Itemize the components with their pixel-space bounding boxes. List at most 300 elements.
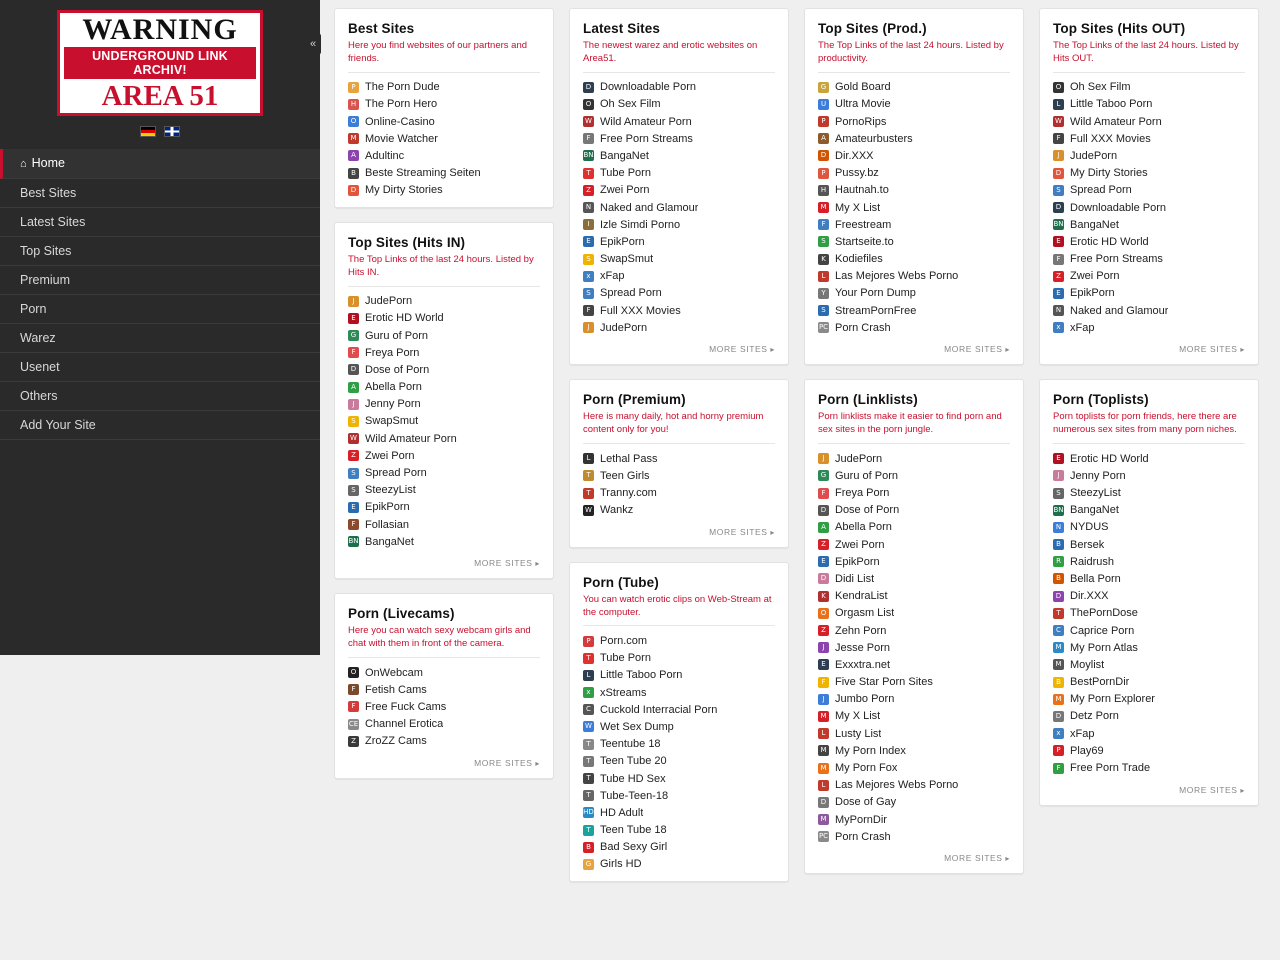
- list-item-label: My Porn Atlas: [1070, 641, 1138, 654]
- list-item[interactable]: [1053, 79, 1245, 96]
- list-item[interactable]: [348, 361, 540, 378]
- list-item[interactable]: [1053, 674, 1245, 691]
- card-title: Top Sites (Hits IN): [348, 234, 466, 250]
- favicon-icon: D: [348, 185, 359, 196]
- list-item[interactable]: [1053, 725, 1245, 742]
- list-item[interactable]: [1053, 536, 1245, 553]
- list-item-label: Pussy.bz: [835, 167, 879, 180]
- list-item[interactable]: [348, 499, 540, 516]
- list-item[interactable]: [583, 650, 775, 667]
- favicon-icon: E: [1053, 288, 1064, 299]
- list-item[interactable]: [1053, 519, 1245, 536]
- list-item-label: Detz Porn: [1070, 710, 1119, 723]
- sidebar-item-label: Top Sites: [20, 244, 72, 258]
- list-item-label: My Porn Index: [835, 744, 906, 757]
- list-item[interactable]: [1053, 199, 1245, 216]
- list-item[interactable]: [583, 839, 775, 856]
- favicon-icon: Z: [818, 539, 829, 550]
- list-item-label: SwapSmut: [600, 253, 654, 266]
- list-item[interactable]: [1053, 639, 1245, 656]
- favicon-icon: F: [1053, 254, 1064, 265]
- list-item[interactable]: [348, 327, 540, 344]
- list-item[interactable]: [583, 147, 775, 164]
- list-item-label: Guru of Porn: [835, 469, 898, 482]
- sidebar-item-top-sites[interactable]: [0, 237, 320, 266]
- list-item-label: HD Adult: [600, 806, 644, 819]
- list-item-label: Wankz: [600, 504, 634, 517]
- list-item[interactable]: [818, 130, 1010, 147]
- list-item[interactable]: [1053, 450, 1245, 467]
- list-item[interactable]: [348, 681, 540, 698]
- chevron-right-icon: ▸: [532, 559, 540, 569]
- list-item[interactable]: [1053, 251, 1245, 268]
- list-item-label: My Dirty Stories: [1070, 167, 1148, 180]
- list-item[interactable]: [583, 285, 775, 302]
- favicon-icon: N: [583, 202, 594, 213]
- list-item[interactable]: [818, 467, 1010, 484]
- list-item[interactable]: [348, 447, 540, 464]
- list-item-label: Hautnah.to: [835, 184, 889, 197]
- favicon-icon: CE: [348, 719, 359, 728]
- list-item[interactable]: [583, 79, 775, 96]
- list-item-label: Beste Streaming Seiten: [365, 167, 481, 180]
- list-item-label: Freestream: [835, 218, 892, 231]
- list-item-label: ThePornDose: [1070, 607, 1138, 620]
- list-item-label: BestPornDir: [1070, 676, 1130, 689]
- list-item[interactable]: [583, 251, 775, 268]
- favicon-icon: J: [348, 296, 359, 307]
- list-item[interactable]: [348, 664, 540, 681]
- favicon-icon: Z: [348, 450, 359, 461]
- site-logo[interactable]: [0, 0, 320, 116]
- flag-de-icon[interactable]: [140, 126, 156, 137]
- flag-gb-icon[interactable]: [164, 126, 180, 137]
- favicon-icon: E: [818, 659, 829, 670]
- card-title: Porn (Linklists): [818, 392, 918, 408]
- sidebar-item-label: Usenet: [20, 360, 60, 374]
- favicon-icon: J: [348, 399, 359, 410]
- list-item[interactable]: [818, 147, 1010, 164]
- card-subtitle: Porn toplists for porn friends, here there are numerous sex sites from many porn niches.: [1053, 411, 1237, 436]
- card-porn-linklists: [804, 379, 1024, 874]
- card-subtitle: The Top Links of the last 24 hours. Listed by productivity.: [818, 40, 1004, 64]
- list-item[interactable]: [583, 199, 775, 216]
- favicon-icon: D: [818, 150, 829, 161]
- link-list: [818, 450, 1010, 845]
- card-porn-toplists: [1039, 379, 1259, 805]
- list-item[interactable]: [818, 588, 1010, 605]
- list-item[interactable]: [818, 484, 1010, 501]
- list-item[interactable]: [1053, 113, 1245, 130]
- list-item-label: Bersek: [1070, 538, 1105, 551]
- list-item-label: Las Mejores Webs Porno: [835, 779, 959, 792]
- favicon-icon: G: [348, 330, 359, 341]
- list-item[interactable]: [818, 605, 1010, 622]
- list-item-label: Free Porn Streams: [1070, 253, 1163, 266]
- list-item[interactable]: [1053, 759, 1245, 776]
- sidebar-item-add-your-site[interactable]: [0, 411, 320, 440]
- list-item-label: Zwei Porn: [1070, 270, 1120, 283]
- favicon-icon: G: [818, 470, 829, 481]
- list-item[interactable]: [818, 251, 1010, 268]
- card-porn-livecams: [334, 593, 554, 779]
- more-sites-link[interactable]: [348, 550, 540, 570]
- more-sites-link[interactable]: [348, 750, 540, 770]
- list-item[interactable]: [1053, 553, 1245, 570]
- list-item-label: Downloadable Porn: [600, 81, 697, 94]
- sidebar-item-label: Home: [31, 156, 65, 170]
- favicon-icon: U: [818, 99, 829, 110]
- card-title: Porn (Livecams): [348, 606, 455, 622]
- sidebar-item-latest-sites[interactable]: [0, 208, 320, 237]
- favicon-icon: O: [818, 608, 829, 619]
- list-item[interactable]: [348, 716, 540, 733]
- list-item-label: Raidrush: [1070, 555, 1115, 568]
- list-item[interactable]: [818, 536, 1010, 553]
- list-item-label: KendraList: [835, 590, 888, 603]
- list-item[interactable]: [818, 216, 1010, 233]
- more-sites-label: MORE SITES: [944, 344, 1003, 355]
- card-porn-tube: [569, 562, 789, 882]
- list-item[interactable]: [348, 413, 540, 430]
- more-sites-link[interactable]: [1053, 336, 1245, 356]
- list-item[interactable]: [348, 79, 540, 96]
- sidebar-item-label: Warez: [20, 331, 56, 345]
- list-item[interactable]: [1053, 285, 1245, 302]
- list-item[interactable]: [1053, 484, 1245, 501]
- list-item-label: Movie Watcher: [365, 132, 438, 145]
- card-subtitle: Here you find websites of our partners and friends.: [348, 40, 528, 64]
- list-item[interactable]: [583, 770, 775, 787]
- list-item[interactable]: [818, 502, 1010, 519]
- favicon-icon: C: [583, 704, 594, 715]
- card-title: Latest Sites: [583, 21, 660, 36]
- list-item[interactable]: [818, 691, 1010, 708]
- list-item-label: StreamPornFree: [835, 304, 917, 317]
- favicon-icon: H: [348, 99, 359, 110]
- list-item-label: Tube HD Sex: [600, 772, 666, 785]
- list-item[interactable]: [818, 165, 1010, 182]
- list-item-label: Tube Porn: [600, 167, 651, 180]
- sidebar-item-warez[interactable]: [0, 324, 320, 353]
- list-item[interactable]: [583, 718, 775, 735]
- list-item[interactable]: [583, 484, 775, 501]
- list-item[interactable]: [818, 794, 1010, 811]
- list-item[interactable]: [818, 777, 1010, 794]
- list-item[interactable]: [818, 759, 1010, 776]
- list-item-label: Dose of Gay: [835, 796, 897, 809]
- list-item-label: Full XXX Movies: [600, 304, 681, 317]
- list-item[interactable]: [818, 570, 1010, 587]
- favicon-icon: T: [1053, 608, 1064, 619]
- list-item[interactable]: [583, 216, 775, 233]
- more-sites-link[interactable]: [818, 336, 1010, 356]
- sidebar-item-usenet[interactable]: [0, 353, 320, 382]
- divider: [348, 72, 540, 73]
- list-item-label: My Porn Fox: [835, 762, 898, 775]
- list-item[interactable]: [348, 293, 540, 310]
- list-item[interactable]: [1053, 268, 1245, 285]
- list-item-label: BangaNet: [600, 149, 649, 162]
- favicon-icon: T: [583, 470, 594, 481]
- list-item-label: Spread Porn: [365, 467, 427, 480]
- favicon-icon: S: [1053, 185, 1064, 196]
- list-item[interactable]: [1053, 147, 1245, 164]
- list-item[interactable]: [1053, 708, 1245, 725]
- favicon-icon: B: [348, 168, 359, 179]
- favicon-icon: J: [818, 694, 829, 705]
- divider: [583, 443, 775, 444]
- sidebar-item-others[interactable]: [0, 382, 320, 411]
- favicon-icon: H: [818, 185, 829, 196]
- list-item[interactable]: [583, 856, 775, 873]
- list-item[interactable]: [348, 464, 540, 481]
- more-sites-link[interactable]: [583, 336, 775, 356]
- list-item[interactable]: [348, 147, 540, 164]
- list-item[interactable]: [818, 268, 1010, 285]
- favicon-icon: F: [1053, 763, 1064, 774]
- list-item[interactable]: [1053, 302, 1245, 319]
- favicon-icon: J: [583, 322, 594, 333]
- list-item-label: Dir.XXX: [835, 149, 874, 162]
- list-item-label: Follasian: [365, 518, 410, 531]
- favicon-icon: E: [348, 313, 359, 324]
- list-item-label: Zwei Porn: [835, 538, 885, 551]
- list-item[interactable]: [348, 396, 540, 413]
- list-item[interactable]: [1053, 216, 1245, 233]
- list-item-label: BangaNet: [1070, 218, 1119, 231]
- list-item-label: Teen Girls: [600, 469, 650, 482]
- favicon-icon: F: [348, 684, 359, 695]
- list-item[interactable]: [818, 674, 1010, 691]
- favicon-icon: B: [583, 842, 594, 853]
- list-item-label: Tube-Teen-18: [600, 789, 669, 802]
- favicon-icon: K: [818, 591, 829, 602]
- favicon-icon: F: [818, 219, 829, 230]
- divider: [583, 72, 775, 73]
- list-item-label: Ultra Movie: [835, 98, 891, 111]
- list-item[interactable]: [818, 450, 1010, 467]
- list-item-label: xFap: [600, 270, 625, 283]
- link-list: [1053, 79, 1245, 337]
- list-item[interactable]: [348, 165, 540, 182]
- list-item[interactable]: [1053, 622, 1245, 639]
- card-subtitle: The Top Links of the last 24 hours. Listed by Hits OUT.: [1053, 40, 1239, 64]
- list-item-label: Zehn Porn: [835, 624, 887, 637]
- list-item-label: Abella Porn: [835, 521, 892, 534]
- list-item[interactable]: [583, 113, 775, 130]
- list-item[interactable]: [818, 182, 1010, 199]
- favicon-icon: W: [583, 116, 594, 127]
- list-item[interactable]: [818, 96, 1010, 113]
- list-item-label: Porn.com: [600, 635, 648, 648]
- list-item[interactable]: [1053, 96, 1245, 113]
- list-item[interactable]: [818, 113, 1010, 130]
- sidebar-nav: [0, 149, 320, 440]
- favicon-icon: F: [348, 701, 359, 712]
- list-item[interactable]: [818, 519, 1010, 536]
- list-item[interactable]: [818, 725, 1010, 742]
- list-item[interactable]: [1053, 165, 1245, 182]
- list-item[interactable]: [348, 310, 540, 327]
- list-item[interactable]: [1053, 182, 1245, 199]
- list-item[interactable]: [348, 533, 540, 550]
- sidebar-item-best-sites[interactable]: [0, 179, 320, 208]
- list-item[interactable]: [583, 450, 775, 467]
- favicon-icon: T: [583, 756, 594, 767]
- list-item[interactable]: [583, 787, 775, 804]
- list-item-label: Jenny Porn: [1070, 469, 1126, 482]
- sidebar-item-home[interactable]: [0, 149, 320, 179]
- list-item[interactable]: [818, 79, 1010, 96]
- list-item-label: NYDUS: [1070, 521, 1109, 534]
- list-item[interactable]: [818, 199, 1010, 216]
- list-item[interactable]: [583, 753, 775, 770]
- chevron-right-icon: ▸: [532, 758, 540, 768]
- list-item[interactable]: [818, 553, 1010, 570]
- favicon-icon: L: [583, 670, 594, 681]
- list-item[interactable]: [818, 811, 1010, 828]
- list-item[interactable]: [818, 639, 1010, 656]
- list-item[interactable]: [583, 701, 775, 718]
- list-item-label: Teen Tube 20: [600, 755, 667, 768]
- list-item[interactable]: [348, 482, 540, 499]
- list-item[interactable]: [1053, 467, 1245, 484]
- list-item[interactable]: [348, 698, 540, 715]
- more-sites-label: MORE SITES: [474, 757, 533, 768]
- list-item[interactable]: [583, 684, 775, 701]
- chevron-right-icon: ▸: [1002, 345, 1010, 355]
- chevron-right-icon: ▸: [1002, 854, 1010, 864]
- list-item-label: EpikPorn: [835, 555, 880, 568]
- list-item[interactable]: [583, 822, 775, 839]
- logo-line-subtitle: UNDERGROUND LINK ARCHIV!: [64, 47, 256, 79]
- list-item[interactable]: [583, 268, 775, 285]
- favicon-icon: A: [818, 522, 829, 533]
- list-item[interactable]: [1053, 656, 1245, 673]
- favicon-icon: M: [1053, 642, 1064, 653]
- list-item[interactable]: [583, 182, 775, 199]
- favicon-icon: S: [348, 468, 359, 479]
- list-item[interactable]: [1053, 130, 1245, 147]
- list-item[interactable]: [348, 516, 540, 533]
- list-item[interactable]: [818, 828, 1010, 845]
- list-item[interactable]: [583, 319, 775, 336]
- sidebar-collapse-button[interactable]: «: [305, 33, 321, 55]
- list-item-label: xFap: [1070, 321, 1095, 334]
- favicon-icon: L: [1053, 99, 1064, 110]
- list-item[interactable]: [583, 302, 775, 319]
- list-item[interactable]: [818, 285, 1010, 302]
- card-best-sites: [334, 8, 554, 208]
- favicon-icon: L: [818, 780, 829, 791]
- favicon-icon: F: [818, 488, 829, 499]
- list-item[interactable]: [348, 113, 540, 130]
- favicon-icon: O: [348, 667, 359, 678]
- list-item[interactable]: [1053, 570, 1245, 587]
- favicon-icon: S: [818, 236, 829, 247]
- favicon-icon: D: [1053, 591, 1064, 602]
- list-item[interactable]: [1053, 742, 1245, 759]
- list-item[interactable]: [1053, 588, 1245, 605]
- list-item-label: xStreams: [600, 686, 647, 699]
- list-item[interactable]: [1053, 233, 1245, 250]
- list-item-label: EpikPorn: [1070, 287, 1115, 300]
- list-item[interactable]: [348, 96, 540, 113]
- list-item[interactable]: [818, 622, 1010, 639]
- favicon-icon: PC: [818, 323, 829, 332]
- list-item[interactable]: [583, 467, 775, 484]
- list-item-label: Free Porn Streams: [600, 132, 693, 145]
- list-item[interactable]: [348, 733, 540, 750]
- more-sites-link[interactable]: [1053, 777, 1245, 797]
- list-item-label: OnWebcam: [365, 666, 423, 679]
- list-item[interactable]: [583, 502, 775, 519]
- list-item[interactable]: [818, 708, 1010, 725]
- favicon-icon: B: [1053, 573, 1064, 584]
- favicon-icon: E: [1053, 453, 1064, 464]
- list-item[interactable]: [348, 130, 540, 147]
- list-item[interactable]: [348, 344, 540, 361]
- list-item-label: Erotic HD World: [1070, 452, 1149, 465]
- list-item[interactable]: [348, 182, 540, 199]
- favicon-icon: T: [583, 739, 594, 750]
- favicon-icon: E: [818, 556, 829, 567]
- list-item[interactable]: [583, 96, 775, 113]
- list-item-label: Kodiefiles: [835, 253, 883, 266]
- list-item[interactable]: [583, 165, 775, 182]
- favicon-icon: J: [1053, 150, 1064, 161]
- language-switcher[interactable]: [0, 116, 320, 145]
- favicon-icon: F: [583, 305, 594, 316]
- list-item-label: Izle Simdi Porno: [600, 218, 681, 231]
- more-sites-link[interactable]: [818, 845, 1010, 865]
- list-item[interactable]: [583, 804, 775, 821]
- list-item[interactable]: [348, 379, 540, 396]
- favicon-icon: G: [818, 82, 829, 93]
- favicon-icon: K: [818, 254, 829, 265]
- list-item[interactable]: [348, 430, 540, 447]
- favicon-icon: M: [818, 202, 829, 213]
- list-item[interactable]: [818, 319, 1010, 336]
- list-item[interactable]: [1053, 605, 1245, 622]
- column-2: [569, 8, 789, 882]
- favicon-icon: F: [348, 519, 359, 530]
- favicon-icon: PC: [818, 832, 829, 841]
- list-item[interactable]: [818, 233, 1010, 250]
- list-item[interactable]: [583, 736, 775, 753]
- list-item[interactable]: [1053, 319, 1245, 336]
- list-item[interactable]: [1053, 502, 1245, 519]
- list-item[interactable]: [583, 632, 775, 649]
- list-item[interactable]: [818, 656, 1010, 673]
- list-item-label: Dose of Porn: [365, 363, 430, 376]
- favicon-icon: W: [1053, 116, 1064, 127]
- list-item[interactable]: [583, 233, 775, 250]
- list-item[interactable]: [583, 130, 775, 147]
- list-item[interactable]: [583, 667, 775, 684]
- link-list: [583, 450, 775, 519]
- favicon-icon: T: [583, 825, 594, 836]
- list-item[interactable]: [818, 302, 1010, 319]
- list-item-label: Little Taboo Porn: [600, 669, 683, 682]
- list-item[interactable]: [1053, 691, 1245, 708]
- more-sites-link[interactable]: [583, 519, 775, 539]
- list-item[interactable]: [818, 742, 1010, 759]
- favicon-icon: M: [348, 133, 359, 144]
- sidebar-item-premium[interactable]: [0, 266, 320, 295]
- sidebar-item-porn[interactable]: [0, 295, 320, 324]
